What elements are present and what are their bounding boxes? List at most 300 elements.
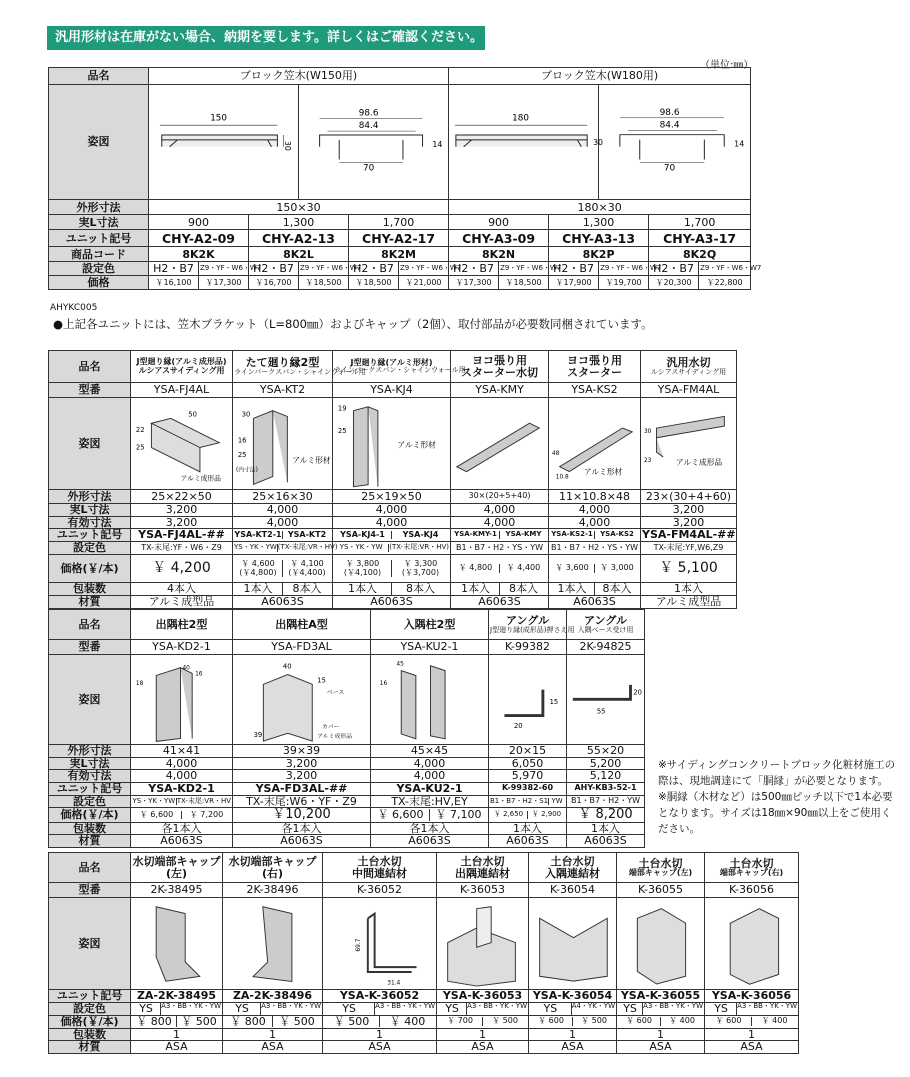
side-note: ※サイディングコンクリートブロック化粧材施工の際は、現地調達にて「胴縁」が必要となります。 ※胴縁（木材など）は500㎜ピッチ以下で1本必要となります。サイズは18㎜×90㎜以上をご使用ください。	[658, 759, 896, 835]
trim-kt2-figure	[234, 399, 331, 488]
table-cell: K-36055	[617, 883, 705, 898]
table-cell: 4,000	[451, 516, 549, 529]
row-label: 品名	[49, 610, 131, 640]
table-cell: ￥18,500	[499, 276, 549, 290]
table-cell: YSA-K-36054	[529, 990, 617, 1003]
table-cell: 土台水切 端部キャップ(左)	[617, 853, 705, 883]
table-cell: ASA	[223, 1041, 323, 1054]
table-cell: アングル J型廻り縁(成形品)押さえ用	[489, 610, 567, 640]
table-cell: ￥ 3,600 ￥ 3,000	[549, 555, 641, 583]
svg-text:18: 18	[135, 680, 144, 687]
table-cell: YSA-KS2-1 YSA-KS2	[549, 529, 641, 542]
table-cell: YSA-K-36055	[617, 990, 705, 1003]
angle-94825-figure	[568, 656, 643, 743]
svg-text:アルミ形材: アルミ形材	[583, 467, 623, 477]
table-cell: YS・YK・YW TX-末尾:VR・HV	[131, 795, 233, 808]
row-label: 価格	[49, 276, 149, 290]
row-label: 価格(￥/本)	[49, 1015, 131, 1028]
table-cell	[223, 898, 323, 990]
row-label: 品名	[49, 853, 131, 883]
svg-text:(内寸法): (内寸法)	[235, 467, 258, 474]
coping-section-detail	[300, 86, 447, 199]
table-cell: K-36053	[437, 883, 529, 898]
table-cell: 4,000	[131, 770, 233, 783]
table-cell: 5,200	[567, 757, 645, 770]
svg-text:98.6: 98.6	[659, 107, 680, 118]
figure-cell	[149, 85, 299, 200]
table-cell: ￥17,900	[549, 276, 599, 290]
svg-text:45: 45	[396, 661, 404, 668]
table-block-coping	[48, 67, 762, 290]
svg-text:30: 30	[241, 410, 251, 419]
table-cell: 8K2N	[449, 247, 549, 262]
figure-cell	[599, 85, 751, 200]
table-cell: 55×20	[567, 745, 645, 758]
table-cell: Z9・YF・W6・W7	[399, 262, 449, 276]
table-cell: 6,050	[489, 757, 567, 770]
table-cell: 汎用水切 ルシアスサイディング用	[641, 351, 737, 383]
table-cell: CHY-A2-17	[349, 230, 449, 247]
table-cell	[323, 898, 437, 990]
table-cell: ASA	[437, 1041, 529, 1054]
table-cell: YSA-FJ4AL	[131, 383, 233, 398]
row-label: 包装数	[49, 1028, 131, 1041]
row-label: ユニット記号	[49, 529, 131, 542]
svg-text:19: 19	[337, 404, 347, 413]
table-cell: 4,000	[233, 516, 333, 529]
table-cell: 8K2P	[549, 247, 649, 262]
table-cell: H2・B7	[149, 262, 199, 276]
table-cell: 1本入 8本入	[233, 583, 333, 596]
table-cell: AHY-KB3-52-1	[567, 782, 645, 795]
table-corners	[48, 609, 645, 848]
svg-text:39: 39	[253, 731, 263, 740]
table-cell: アルミ成型品	[641, 596, 737, 609]
table-cell: 3,200	[641, 504, 737, 517]
table-cell: 1	[529, 1028, 617, 1041]
bundle-note: ●上記各ユニットには、笠木ブラケット（L=800㎜）およびキャップ（2個）、取付部品が必要数同梱されています。	[53, 317, 653, 331]
joint-middle-figure	[324, 899, 435, 989]
table-cell: ZA-2K-38495	[131, 990, 223, 1003]
table-cell: アルミ成型品	[131, 596, 233, 609]
table-cell: 25×19×50	[333, 490, 451, 504]
svg-text:40: 40	[282, 663, 292, 672]
row-label: ユニット記号	[49, 230, 149, 247]
table-cell: 3,200	[233, 757, 371, 770]
figure-cell	[299, 85, 449, 200]
row-label: 包装数	[49, 822, 131, 835]
table-cell: YSA-KJ4-1 YSA-KJ4	[333, 529, 451, 542]
table-cell: YSA-KS2	[549, 383, 641, 398]
table-cell: 出隅柱A型	[233, 610, 371, 640]
table-cell: H2・B7	[649, 262, 699, 276]
row-label: 包装数	[49, 583, 131, 596]
svg-text:アルミ形材: アルミ形材	[397, 440, 436, 450]
table-cell: ￥ 600 ￥ 400	[617, 1015, 705, 1028]
table-cell: 1	[323, 1028, 437, 1041]
table-cell: A6063S	[333, 596, 451, 609]
table-trims	[48, 350, 737, 609]
table-cell: ￥ 4,800 ￥ 4,400	[451, 555, 549, 583]
row-label: 材質	[49, 596, 131, 609]
row-label: 材質	[49, 835, 131, 848]
table-cell: 4,000	[451, 504, 549, 517]
svg-text:15: 15	[317, 676, 326, 685]
table-cell: TX-末尾:HV,EY	[371, 795, 489, 808]
table-cell: YSA-K-36052	[323, 990, 437, 1003]
table-cell: ASA	[705, 1041, 799, 1054]
table-cell: ヨコ張り用 スターター水切	[451, 351, 549, 383]
table-cell: YS A3・BB・YK・YW	[437, 1003, 529, 1016]
row-label: ユニット記号	[49, 782, 131, 795]
table-cell: ZA-2K-38496	[223, 990, 323, 1003]
table-cell: 土台水切 入隅連結材	[529, 853, 617, 883]
table-cell: ￥20,300	[649, 276, 699, 290]
svg-text:カバー: カバー	[322, 724, 340, 731]
table-cell: ￥17,300	[449, 276, 499, 290]
cap-left-figure	[132, 899, 221, 988]
table-cell	[371, 655, 489, 745]
table-cell: 4,000	[333, 504, 451, 517]
table-cell: 各1本入	[371, 822, 489, 835]
table-cell: ￥18,500	[299, 276, 349, 290]
table-cell: 150×30	[149, 200, 449, 215]
table-cell: 1本入 8本入	[451, 583, 549, 596]
table-cell: YSA-KT2	[233, 383, 333, 398]
table-cell: 3,200	[131, 516, 233, 529]
table-cell: CHY-A3-09	[449, 230, 549, 247]
table-cell: 土台水切 端部キャップ(右)	[705, 853, 799, 883]
group-name: ブロック笠木(W180用)	[449, 68, 751, 85]
table-cell: 39×39	[233, 745, 371, 758]
row-label: 型番	[49, 383, 131, 398]
table-cell: CHY-A3-17	[649, 230, 751, 247]
table-cell: 25×16×30	[233, 490, 333, 504]
table-cell: 4,000	[549, 516, 641, 529]
trim-fj4al-figure	[132, 399, 231, 488]
table-cell: 1本入 8本入	[333, 583, 451, 596]
table-cell: ￥17,300	[199, 276, 249, 290]
table-cell: 1,700	[349, 215, 449, 230]
table-cell: YSA-KT2-1 YSA-KT2	[233, 529, 333, 542]
table-cell: B1・B7・H2・YW	[567, 795, 645, 808]
svg-text:10.8: 10.8	[555, 474, 569, 481]
drip-fm4al-figure	[642, 399, 735, 488]
table-cell: YSA-FM4AL	[641, 383, 737, 398]
coping-profile-150	[150, 86, 297, 199]
table-cell: J型廻り縁(アルミ形材) ラインパークスパン・シャインウォール用	[333, 351, 451, 383]
table-cell: 1	[617, 1028, 705, 1041]
svg-text:14: 14	[734, 139, 745, 149]
table-cell: 4,000	[371, 757, 489, 770]
table-cell	[617, 898, 705, 990]
table-cell: A6063S	[131, 835, 233, 848]
table-cell: 180×30	[449, 200, 751, 215]
table-cell: 30×(20+5+40)	[451, 490, 549, 504]
row-label: 外形寸法	[49, 200, 149, 215]
svg-text:25: 25	[237, 451, 247, 460]
svg-text:23: 23	[643, 457, 652, 464]
table-cell: 5,120	[567, 770, 645, 783]
table-cell: K-99382-60	[489, 782, 567, 795]
row-label: 型番	[49, 640, 131, 655]
table-cell: 水切端部キャップ (左)	[131, 853, 223, 883]
table-cell: 2K-38495	[131, 883, 223, 898]
table-cell: YS A3・BB・YK・YW	[131, 1003, 223, 1016]
table-cell: YSA-KU2-1	[371, 782, 489, 795]
table-cell: YS A3・BB・YK・YW	[617, 1003, 705, 1016]
corner-ku2-figure	[372, 656, 487, 744]
table-cell	[567, 655, 645, 745]
table-cell: 1	[131, 1028, 223, 1041]
table-cell: 25×22×50	[131, 490, 233, 504]
svg-text:25: 25	[337, 426, 347, 435]
svg-text:69.7: 69.7	[356, 938, 363, 952]
table-cell	[489, 655, 567, 745]
row-label: 設定色	[49, 542, 131, 555]
table-cell: 各1本入	[233, 822, 371, 835]
table-cell: YSA-FM4AL-##	[642, 528, 736, 542]
label: 品名	[49, 68, 149, 85]
table-cell: 1本入	[489, 822, 567, 835]
table-cell: 4,000	[131, 757, 233, 770]
table-cell: 1	[223, 1028, 323, 1041]
row-label: 価格(￥/本)	[49, 555, 131, 583]
table-cell: YSA-FD3AL	[233, 640, 371, 655]
svg-text:アルミ成形品: アルミ成形品	[675, 457, 723, 467]
svg-text:16: 16	[237, 436, 247, 445]
svg-text:22: 22	[135, 425, 145, 434]
row-label: 設定色	[49, 1003, 131, 1016]
svg-text:20: 20	[633, 688, 642, 697]
table-cell: 出隅柱2型	[131, 610, 233, 640]
svg-text:14: 14	[432, 139, 443, 149]
table-cell: YS A3・BB・YK・YW	[223, 1003, 323, 1016]
table-cell: A6063S	[489, 835, 567, 848]
table-cell: H2・B7	[449, 262, 499, 276]
table-cell: ￥ 2,650 ￥ 2,900	[489, 808, 567, 823]
table-cell: 1,700	[649, 215, 751, 230]
table-caps	[48, 852, 799, 1054]
table-cell: ￥ 6,600 ￥ 7,100	[371, 808, 489, 823]
table-cell: ￥21,000	[399, 276, 449, 290]
table-cell: B1・B7・H2・YS・YW	[549, 542, 641, 555]
svg-text:55: 55	[596, 707, 606, 716]
row-label: 姿図	[49, 398, 131, 490]
table-cell: 1本入	[641, 583, 737, 596]
svg-text:40: 40	[182, 665, 190, 672]
table-cell: A6063S	[371, 835, 489, 848]
table-cell: YSA-FJ4AL-##	[131, 529, 233, 542]
trim-kj4-figure	[334, 399, 449, 489]
table-cell: 1,300	[549, 215, 649, 230]
table-cell: Z9・YF・W6・W7	[199, 262, 249, 276]
svg-text:30: 30	[643, 428, 652, 435]
svg-text:30: 30	[283, 140, 293, 151]
row-label: ユニット記号	[49, 990, 131, 1003]
table-cell	[451, 398, 549, 490]
starter-drip-figure	[452, 399, 547, 488]
joint-outer-figure	[438, 899, 527, 988]
table-cell: ASA	[323, 1041, 437, 1054]
table-cell: 8K2K	[149, 247, 249, 262]
table-cell	[529, 898, 617, 990]
cap-right-figure	[224, 899, 321, 988]
row-label: 価格(￥/本)	[49, 808, 131, 823]
table-cell: アングル 入隅ベース受け用	[567, 610, 645, 640]
table-cell: 4,000	[333, 516, 451, 529]
svg-text:31.4: 31.4	[387, 980, 401, 987]
row-label: 外形寸法	[49, 745, 131, 758]
row-label: 実L寸法	[49, 757, 131, 770]
table-cell: 水切端部キャップ (右)	[223, 853, 323, 883]
table-cell: 2K-38496	[223, 883, 323, 898]
svg-text:70: 70	[363, 163, 375, 174]
table-cell: 2K-94825	[567, 640, 645, 655]
table-cell: Z9・YF・W6・W7	[699, 262, 751, 276]
table-cell: ￥ 700 ￥ 500	[437, 1015, 529, 1028]
table-cell: 1本入 8本入	[549, 583, 641, 596]
table-cell: 1本入	[567, 822, 645, 835]
table-cell: YS・YK・YW (TX-末尾:VR・HV)	[333, 542, 451, 555]
row-label: 姿図	[49, 898, 131, 990]
table-cell: ￥ 600 ￥ 400	[705, 1015, 799, 1028]
table-cell: K-36054	[529, 883, 617, 898]
table-cell: 900	[449, 215, 549, 230]
svg-text:84.4: 84.4	[659, 120, 680, 131]
table-cell: A6063S	[233, 596, 333, 609]
table-cell	[131, 898, 223, 990]
row-label: 姿図	[49, 655, 131, 745]
svg-text:50: 50	[188, 410, 197, 419]
svg-text:ベース: ベース	[326, 690, 345, 697]
table-cell: ASA	[617, 1041, 705, 1054]
table-cell: 20×15	[489, 745, 567, 758]
end-cap-left-figure	[618, 899, 703, 988]
table-cell: 4本入	[131, 583, 233, 596]
table-cell: 900	[149, 215, 249, 230]
group-name: ブロック笠木(W150用)	[149, 68, 449, 85]
table-cell: H2・B7	[349, 262, 399, 276]
table-cell: 土台水切 中間連結材	[323, 853, 437, 883]
table-cell: YSA-KU2-1	[371, 640, 489, 655]
table-cell: 8K2L	[249, 247, 349, 262]
figure-cell	[449, 85, 604, 200]
end-cap-right-figure	[706, 899, 797, 988]
table-cell	[131, 655, 233, 745]
coping-section-detail	[600, 85, 749, 199]
row-label: 設定色	[49, 795, 131, 808]
table-cell: ￥10,200	[233, 808, 371, 823]
table-cell: YSA-K-36053	[437, 990, 529, 1003]
svg-text:84.4: 84.4	[358, 120, 379, 131]
table-cell: ￥ 4,200	[131, 555, 233, 583]
table-cell: CHY-A3-13	[549, 230, 649, 247]
svg-text:15: 15	[549, 698, 559, 707]
table-cell: 1,300	[249, 215, 349, 230]
table-cell: 8K2M	[349, 247, 449, 262]
svg-text:アルミ成形品: アルミ成形品	[180, 474, 221, 483]
table-cell: 11×10.8×48	[549, 490, 641, 504]
table-cell: YSA-KJ4	[333, 383, 451, 398]
table-cell: TX-末尾:YF,W6,Z9	[641, 542, 737, 555]
table-cell: A6063S	[567, 835, 645, 848]
table-cell: ￥ 800 ￥ 500	[223, 1015, 323, 1028]
table-cell: J型廻り縁(アルミ成形品) ルシアスサイディング用	[131, 351, 233, 383]
table-cell: K-36052	[323, 883, 437, 898]
table-cell: YS A3・BB・YK・YW	[705, 1003, 799, 1016]
table-cell: YSA-K-36056	[705, 990, 799, 1003]
table-cell: CHY-A2-13	[249, 230, 349, 247]
table-cell	[549, 398, 641, 490]
table-cell: ヨコ張り用 スターター	[549, 351, 641, 383]
table-cell: ￥ 8,200	[567, 808, 645, 823]
table-cell: YSA-FD3AL-##	[233, 782, 371, 795]
table-cell: K-99382	[489, 640, 567, 655]
svg-text:16: 16	[195, 671, 203, 678]
table-cell: TX-末尾:W6・YF・Z9	[233, 795, 371, 808]
table-cell: YS A4・YK・YW	[529, 1003, 617, 1016]
table-cell	[233, 398, 333, 490]
table-cell: A6063S	[549, 596, 641, 609]
table-cell: Z9・YF・W6・W7	[499, 262, 549, 276]
svg-text:アルミ成形品: アルミ成形品	[317, 734, 353, 741]
table-cell: YSA-KD2-1	[131, 640, 233, 655]
table-cell: YSA-KD2-1	[131, 782, 233, 795]
row-label: 品名	[49, 351, 131, 383]
table-cell: ￥ 600 ￥ 500	[529, 1015, 617, 1028]
table-cell: ￥ 800 ￥ 500	[131, 1015, 223, 1028]
table-cell	[233, 655, 371, 745]
row-label: 材質	[49, 1041, 131, 1054]
table-cell: H2・B7	[549, 262, 599, 276]
table-cell: ￥ 5,100	[641, 555, 737, 583]
table-cell: 3,200	[233, 770, 371, 783]
table-cell: K-36056	[705, 883, 799, 898]
svg-text:150: 150	[210, 113, 227, 124]
table-cell: ￥ 3,800 (￥4,100) ￥ 3,300 (￥3,700)	[333, 555, 451, 583]
table-cell: 入隅柱2型	[371, 610, 489, 640]
table-cell: YS A3・BB・YK・YW	[323, 1003, 437, 1016]
table-cell: YS・YK・YW (TX-末尾:VR・HV)	[233, 542, 333, 555]
svg-text:180: 180	[512, 113, 530, 124]
table-cell: たて廻り縁2型 ラインパークスパン・シャインウォール用	[233, 351, 333, 383]
table-cell: ￥16,700	[249, 276, 299, 290]
table-cell: B1・B7・H2・S1 YW	[489, 795, 567, 808]
table-cell: B1・B7・H2・YS・YW	[451, 542, 549, 555]
figure-code: AHYKC005	[50, 303, 98, 313]
svg-text:16: 16	[379, 680, 388, 687]
joint-inner-figure	[530, 899, 615, 988]
table-cell: 4,000	[371, 770, 489, 783]
table-cell: 5,970	[489, 770, 567, 783]
table-cell: 各1本入	[131, 822, 233, 835]
table-cell: A6063S	[233, 835, 371, 848]
coping-profile-180	[450, 86, 604, 199]
table-cell: A6063S	[451, 596, 549, 609]
corner-fd3al-figure	[234, 655, 369, 743]
table-cell: 41×41	[131, 745, 233, 758]
svg-text:アルミ形材: アルミ形材	[292, 455, 331, 465]
table-cell: ASA	[131, 1041, 223, 1054]
table-cell: 1	[705, 1028, 799, 1041]
table-cell	[641, 398, 737, 490]
table-cell: 土台水切 出隅連結材	[437, 853, 529, 883]
svg-text:20: 20	[514, 722, 523, 731]
row-label: 有効寸法	[49, 770, 131, 783]
row-label: 型番	[49, 883, 131, 898]
row-label: 実L寸法	[49, 504, 131, 517]
